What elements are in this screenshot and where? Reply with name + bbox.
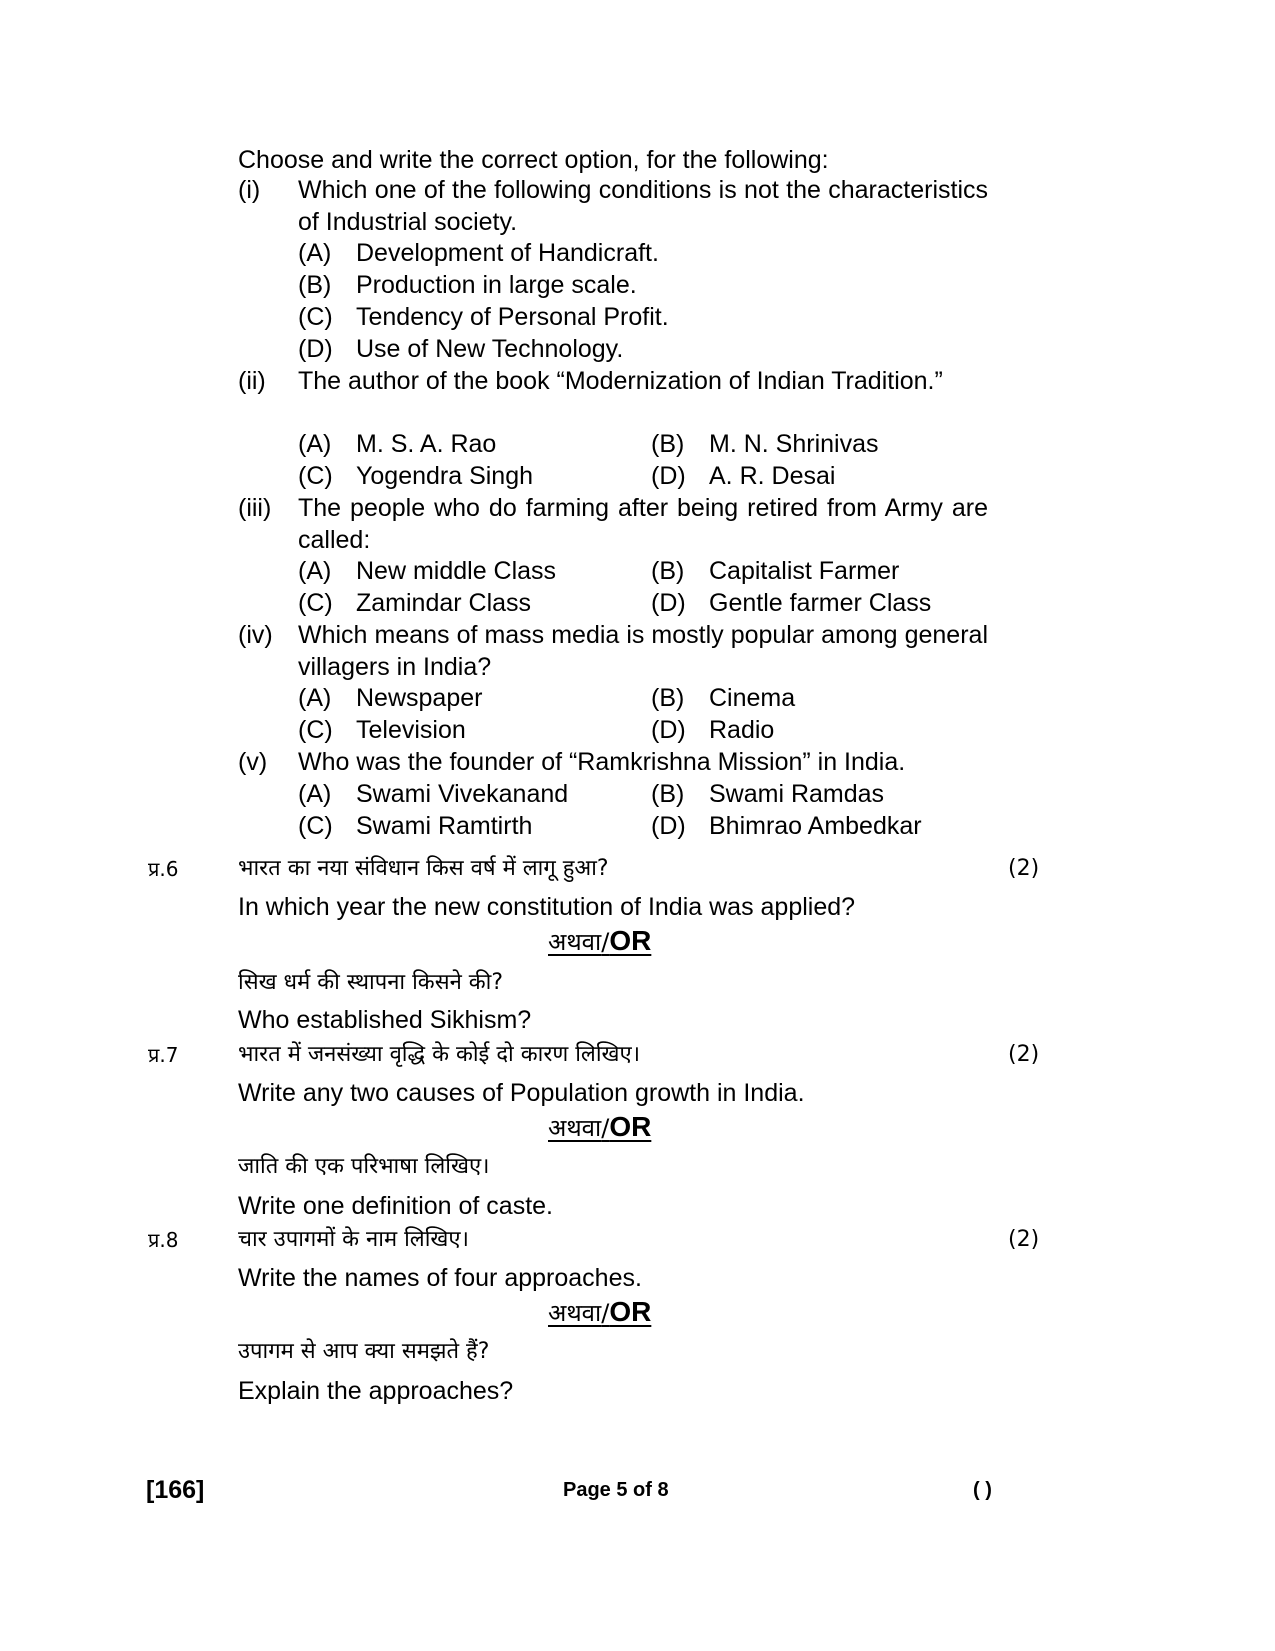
paper-code: [166]: [146, 1476, 205, 1504]
alt-question-english: Explain the approaches?: [238, 1377, 514, 1405]
question-english: Write any two causes of Population growth in India.: [238, 1079, 805, 1107]
or-sep: /: [601, 1114, 610, 1142]
or-hindi: अथवा: [548, 928, 602, 956]
option-text: Development of Handicraft.: [356, 239, 659, 267]
option-text: Gentle farmer Class: [709, 589, 932, 617]
option-text: Capitalist Farmer: [709, 557, 900, 585]
or-sep: /: [601, 928, 610, 956]
alt-question-english: Write one definition of caste.: [238, 1192, 553, 1220]
option-label: (B): [651, 684, 685, 712]
mcq-question-text: The author of the book “Modernization of Indian Tradition.”: [298, 367, 943, 395]
question-number: प्र.6: [148, 857, 179, 881]
option-label: (B): [651, 780, 685, 808]
question-number: प्र.8: [148, 1228, 179, 1252]
option-label: (D): [651, 589, 686, 617]
mcq-question-text: Which means of mass media is mostly popular among general villagers in India?: [298, 621, 988, 681]
option-text: Tendency of Personal Profit.: [356, 303, 669, 331]
question-marks: (2): [1008, 856, 1040, 881]
option-label: (D): [651, 462, 686, 490]
option-label: (D): [298, 335, 333, 363]
or-separator: [548, 1111, 651, 1144]
option-label: (B): [298, 271, 332, 299]
option-text: Use of New Technology.: [356, 335, 624, 363]
question-marks: (2): [1008, 1227, 1040, 1252]
mcq-number: (iv): [238, 621, 273, 649]
option-label: (A): [298, 684, 332, 712]
mcq-number: (iii): [238, 494, 272, 522]
question-hindi: भारत में जनसंख्या वृद्धि के कोई दो कारण लिखिए।: [238, 1042, 641, 1067]
option-text: M. N. Shrinivas: [709, 430, 879, 458]
option-text: Cinema: [709, 684, 796, 712]
alt-question-hindi: उपागम से आप क्या समझते हैं?: [238, 1339, 490, 1364]
mcq-number: (i): [238, 176, 261, 204]
or-separator: [548, 1296, 651, 1329]
question-hindi: चार उपागमों के नाम लिखिए।: [238, 1227, 469, 1252]
option-text: Television: [356, 716, 466, 744]
option-text: Yogendra Singh: [356, 462, 534, 490]
mcq-number: (ii): [238, 367, 266, 395]
mcq-question-text: Who was the founder of “Ramkrishna Mission” in India.: [298, 748, 906, 776]
question-hindi: भारत का नया संविधान किस वर्ष में लागू हुआ?: [238, 856, 609, 881]
alt-question-english: Who established Sikhism?: [238, 1006, 532, 1034]
option-text: Swami Vivekanand: [356, 780, 569, 808]
question-number: प्र.7: [148, 1043, 179, 1067]
mcq-question-text: Which one of the following conditions is not the characteristics of Industrial society.: [298, 176, 988, 236]
option-label: (A): [298, 430, 332, 458]
or-english: OR: [609, 925, 652, 956]
alt-question-hindi: सिख धर्म की स्थापना किसने की?: [238, 970, 504, 995]
option-label: (A): [298, 780, 332, 808]
question-english: Write the names of four approaches.: [238, 1264, 642, 1292]
option-text: Newspaper: [356, 684, 483, 712]
mcq-question-text: The people who do farming after being retired from Army are called:: [298, 494, 988, 554]
option-label: (B): [651, 557, 685, 585]
option-text: A. R. Desai: [709, 462, 836, 490]
option-text: Bhimrao Ambedkar: [709, 812, 922, 840]
or-hindi: अथवा: [548, 1114, 602, 1142]
or-english: OR: [609, 1296, 652, 1327]
option-label: (A): [298, 239, 332, 267]
page-number: Page 5 of 8: [563, 1479, 669, 1501]
option-text: Production in large scale.: [356, 271, 637, 299]
option-text: Zamindar Class: [356, 589, 532, 617]
option-text: Radio: [709, 716, 775, 744]
option-label: (C): [298, 462, 333, 490]
or-english: OR: [609, 1111, 652, 1142]
or-hindi: अथवा: [548, 1299, 602, 1327]
option-label: (B): [651, 430, 685, 458]
question-marks: (2): [1008, 1042, 1040, 1067]
option-text: New middle Class: [356, 557, 557, 585]
option-label: (C): [298, 303, 333, 331]
option-label: (C): [298, 589, 333, 617]
option-label: (C): [298, 812, 333, 840]
option-label: (A): [298, 557, 332, 585]
option-label: (C): [298, 716, 333, 744]
option-label: (D): [651, 716, 686, 744]
option-text: M. S. A. Rao: [356, 430, 497, 458]
option-label: (D): [651, 812, 686, 840]
option-text: Swami Ramdas: [709, 780, 885, 808]
or-sep: /: [601, 1299, 610, 1327]
footer-right-mark: ( ): [973, 1479, 992, 1501]
option-text: Swami Ramtirth: [356, 812, 533, 840]
mcq-number: (v): [238, 748, 268, 776]
alt-question-hindi: जाति की एक परिभाषा लिखिए।: [238, 1154, 490, 1179]
or-separator: [548, 925, 651, 958]
question-english: In which year the new constitution of India was applied?: [238, 893, 856, 921]
section-instruction: Choose and write the correct option, for the following:: [238, 146, 829, 174]
